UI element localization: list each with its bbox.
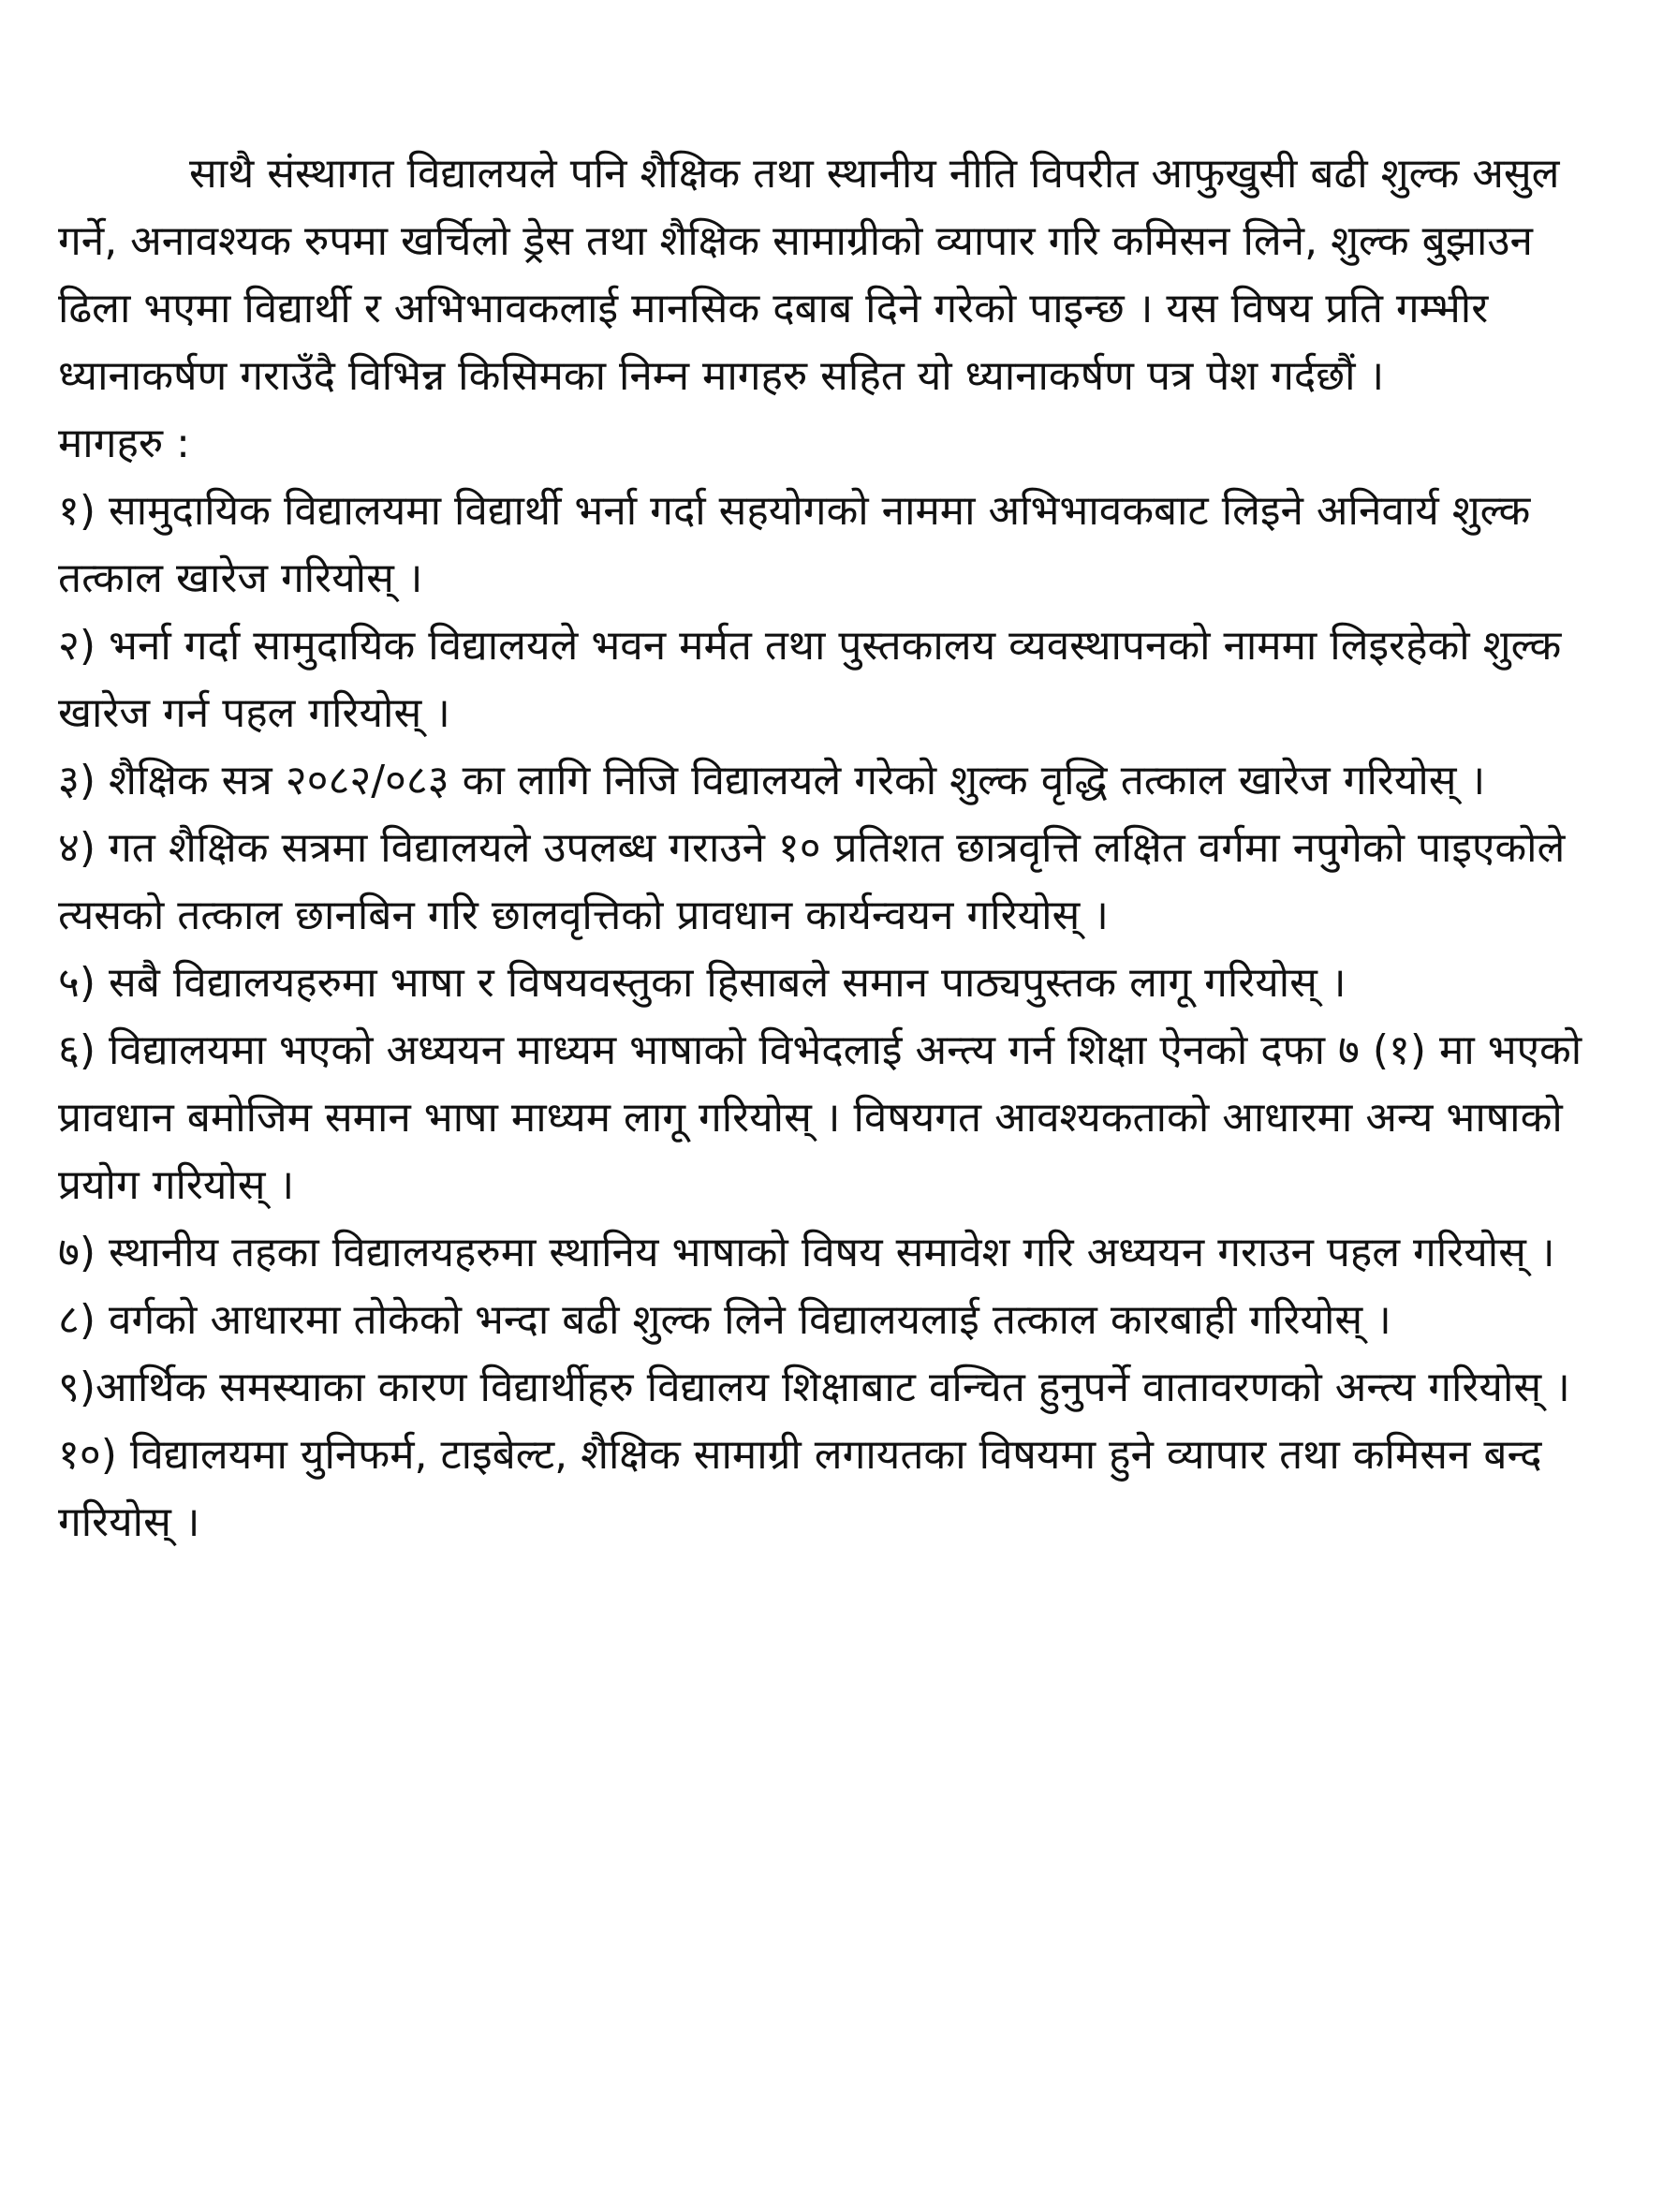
demand-item-3: ३) शैक्षिक सत्र २०८२/०८३ का लागि निजि विद्यालयले गरेको शुल्क वृद्धि तत्काल खारेज गरियोस् । <box>58 757 1486 804</box>
demand-item-10: १०) विद्यालयमा युनिफर्म, टाइबेल्ट, शैक्षिक सामाग्री लगायतका विषयमा हुने व्यापार तथा कमिसन बन्द गरियोस् । <box>58 1431 1555 1546</box>
demand-item-8: ८) वर्गको आधारमा तोकेको भन्दा बढी शुल्क लिने विद्यालयलाई तत्काल कारबाही गरियोस् । <box>58 1296 1391 1344</box>
demands-heading: मागहरु : <box>58 420 190 467</box>
demand-item-6: ६) विद्यालयमा भएको अध्ययन माध्यम भाषाको विभेदलाई अन्त्य गर्न शिक्षा ऐनको दफा ७ (१) मा भएको प्रावधान बमोजिम समान भाषा माध्यम लागू गरियोस् । विषयगत आवश्यकताको आधारमा अन्य भाषाको प्रयोग गरियोस् । <box>58 1026 1596 1209</box>
intro-paragraph: साथै संस्थागत विद्यालयले पनि शैक्षिक तथा स्थानीय नीति विपरीत आफुखुसी बढी शुल्क असुल गर्ने, अनावश्यक रुपमा खर्चिलो ड्रेस तथा शैक्षिक सामाग्रीको व्यापार गरि कमिसन लिने, शुल्क बुझाउन ढिला भएमा विद्यार्थी र अभिभावकलाई मानसिक दबाब दिने गरेको पाइन्छ । यस विषय प्रति गम्भीर ध्यानाकर्षण गराउँदै विभिन्न किसिमका निम्न मागहरु सहित यो ध्यानाकर्षण पत्र पेश गर्दछौं । <box>58 150 1573 400</box>
demand-item-4: ४) गत शैक्षिक सत्रमा विद्यालयले उपलब्ध गराउने १० प्रतिशत छात्रवृत्ति लक्षित वर्गमा नपुगेको पाइएकोले त्यसको तत्काल छानबिन गरि छालवृत्तिको प्रावधान कार्यन्वयन गरियोस् । <box>58 824 1579 939</box>
document-body <box>58 140 1596 1556</box>
demand-item-5: ५) सबै विद्यालयहरुमा भाषा र विषयवस्तुका हिसाबले समान पाठ्यपुस्तक लागू गरियोस् । <box>58 959 1347 1007</box>
demand-item-9: ९)आर्थिक समस्याका कारण विद्यार्थीहरु विद्यालय शिक्षाबाट वन्चित हुनुपर्ने वातावरणको अन्त्य गरियोस् । <box>58 1364 1570 1411</box>
demand-item-1: १) सामुदायिक विद्यालयमा विद्यार्थी भर्ना गर्दा सहयोगको नाममा अभिभावकबाट लिइने अनिवार्य शुल्क तत्काल खारेज गरियोस् । <box>58 487 1544 602</box>
demand-item-2: २) भर्ना गर्दा सामुदायिक विद्यालयले भवन मर्मत तथा पुस्तकालय व्यवस्थापनको नाममा लिइरहेको शुल्क खारेज गर्न पहल गरियोस् । <box>58 622 1575 737</box>
demand-item-7: ७) स्थानीय तहका विद्यालयहरुमा स्थानिय भाषाको विषय समावेश गरि अध्ययन गराउन पहल गरियोस् । <box>58 1229 1555 1276</box>
